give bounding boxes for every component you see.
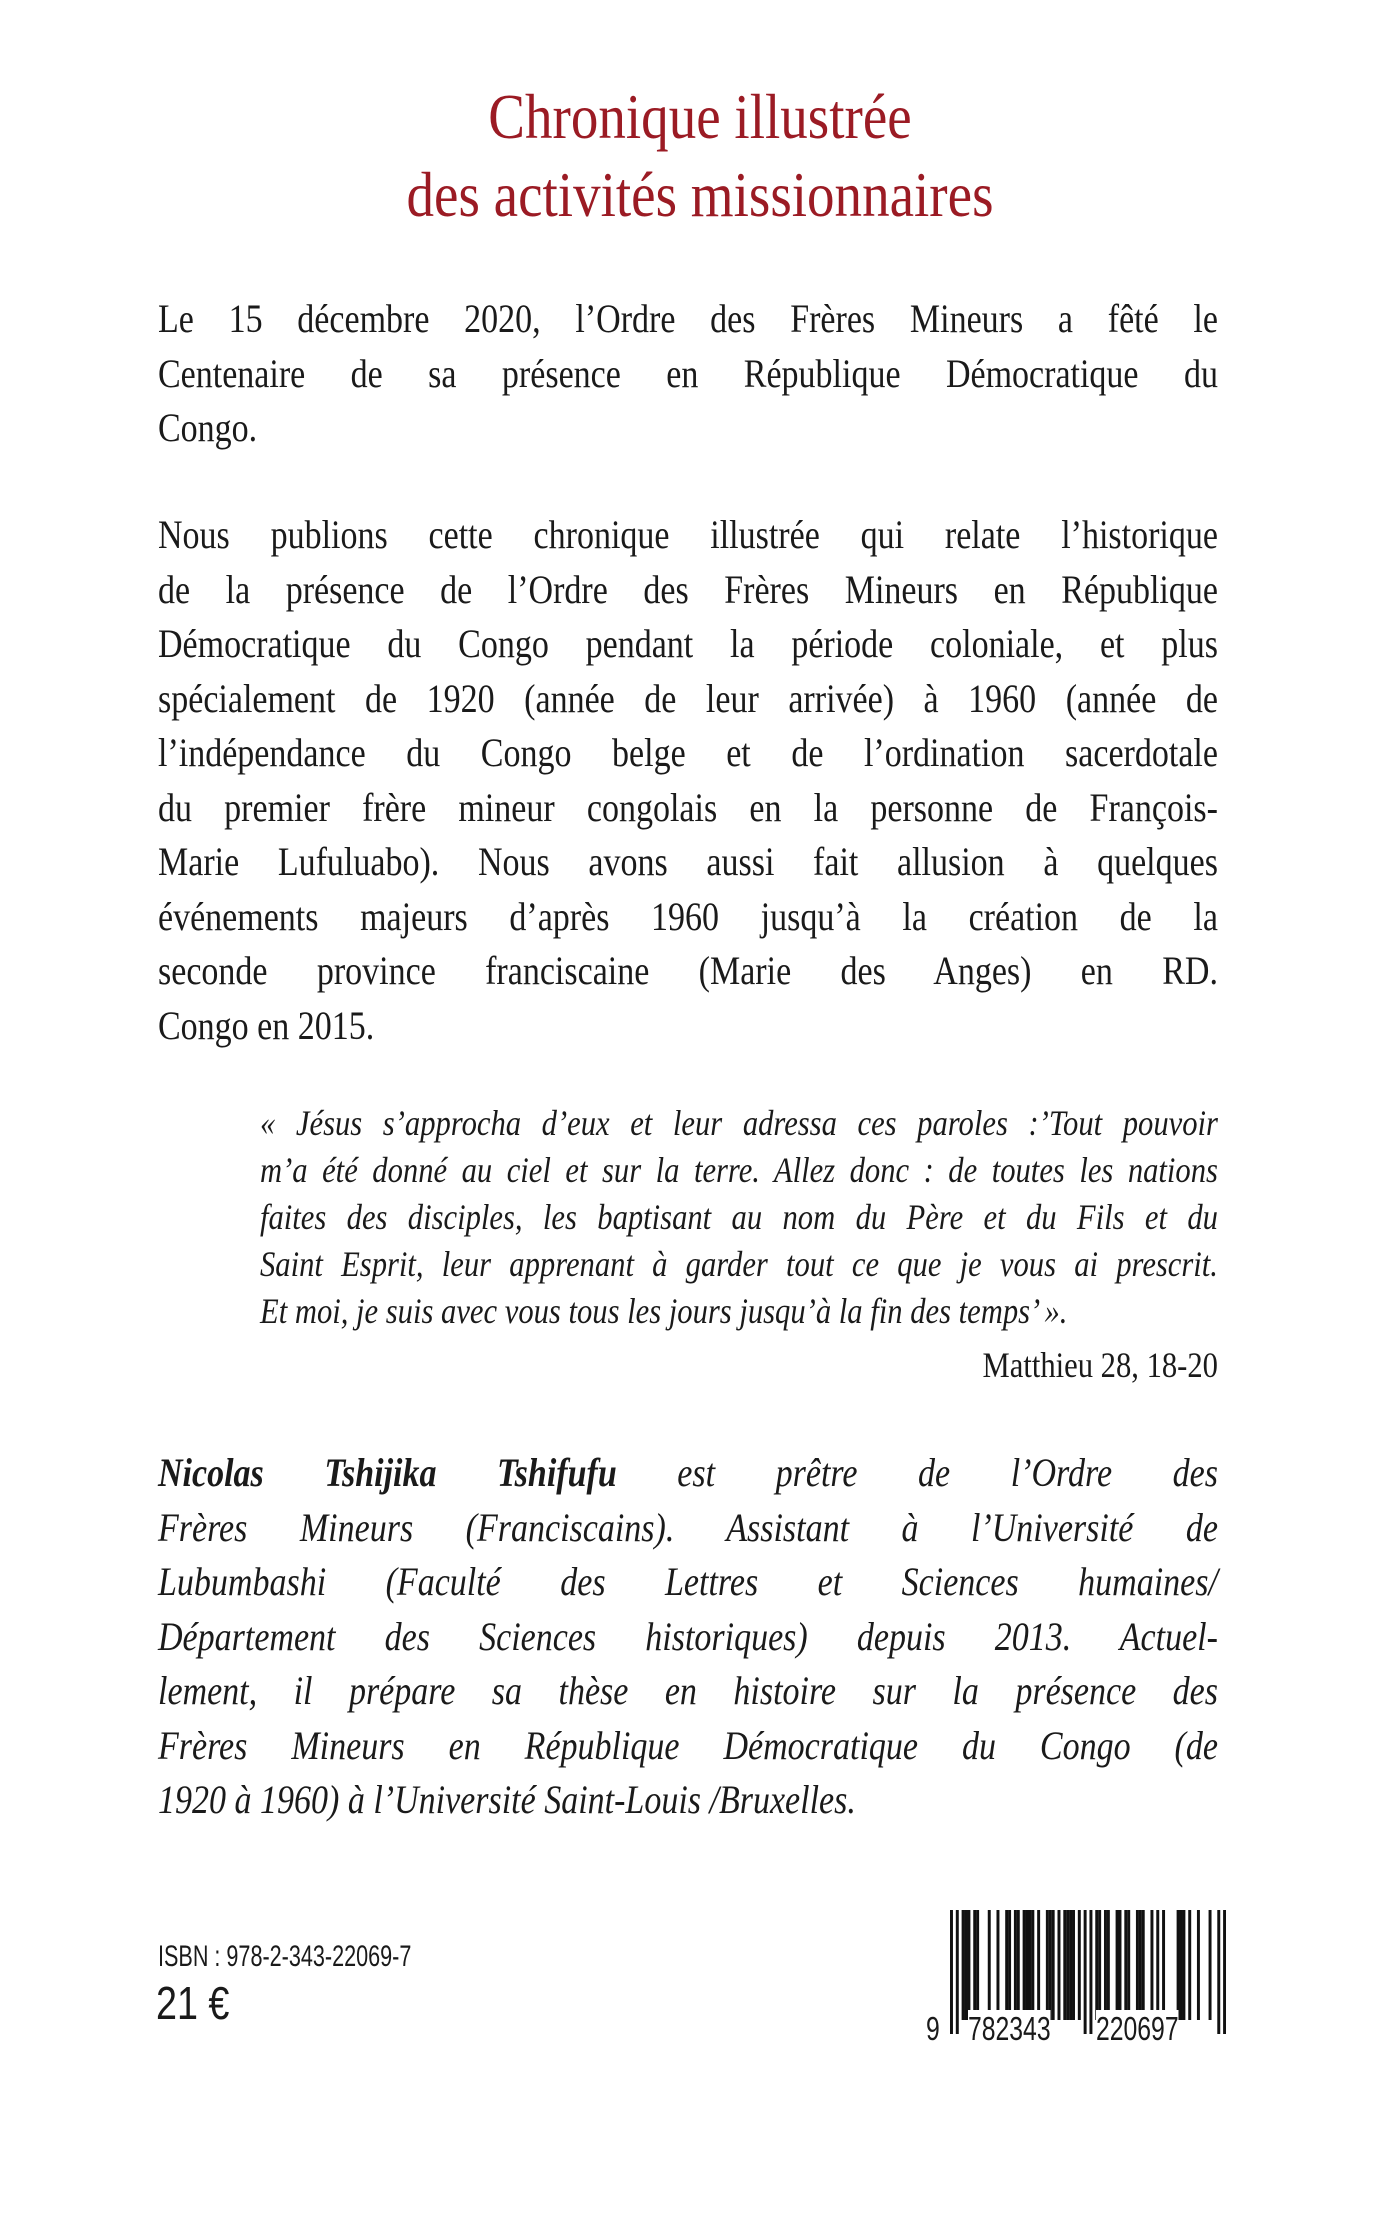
text-line: du premier frère mineur congolais en la personne de François-	[158, 784, 1218, 830]
author-line-rest: est prêtre de l’Ordre des	[677, 1450, 1218, 1495]
text-line: événements majeurs d’après 1960 jusqu’à la création de la	[158, 893, 1218, 939]
barcode-first-digit: 9	[926, 2010, 940, 2047]
barcode-bar	[996, 1910, 999, 2020]
quote-attribution: Matthieu 28, 18-20	[982, 1345, 1218, 1385]
author-line: 1920 à 1960) à l’Université Saint-Louis /Bruxelles.	[158, 1777, 856, 1822]
barcode-bar	[988, 1910, 991, 2020]
author-line: Frères Mineurs (Franciscains). Assistant à l’Université de	[158, 1504, 1218, 1550]
author-line: Frères Mineurs en République Démocratique du Congo (de	[158, 1722, 1218, 1768]
barcode-bar	[962, 1910, 965, 2020]
barcode-bar	[1026, 1910, 1029, 2020]
barcode-bar	[1156, 1910, 1159, 2020]
author-bio	[158, 1446, 1218, 1828]
barcode-bar	[1136, 1910, 1139, 2020]
barcode-bar	[1084, 1910, 1087, 2034]
barcode-bar	[1150, 1910, 1153, 2020]
quote-line: Saint Esprit, leur apprenant à garder tout ce que je vous ai prescrit.	[260, 1244, 1218, 1284]
barcode-bar	[1217, 1910, 1220, 2034]
barcode-bar	[1124, 1910, 1127, 2020]
text-line: Congo en 2015.	[158, 1002, 375, 1048]
text-line: Centenaire de sa présence en République Démocratique du	[158, 350, 1218, 396]
author-line: lement, il prépare sa thèse en histoire sur la présence des	[158, 1668, 1218, 1713]
barcode-bar	[1031, 1910, 1034, 2020]
barcode-bar	[950, 1910, 953, 2034]
barcode-bar	[1078, 1910, 1081, 2020]
text-line: seconde province franciscaine (Marie des Anges) en RD.	[158, 948, 1218, 993]
barcode-bar	[1052, 1910, 1055, 2020]
author-line: Département des Sciences historiques) depuis 2013. Actuel-	[158, 1613, 1218, 1659]
barcode-bar	[976, 1910, 979, 2020]
barcode-bar	[1223, 1910, 1226, 2034]
barcode-bar	[1069, 1910, 1072, 2020]
barcode-left-digits: 782343	[968, 2010, 1051, 2047]
barcode-bar	[1188, 1910, 1191, 2020]
barcode-bar	[1014, 1910, 1017, 2020]
barcode-bar	[1209, 1910, 1212, 2020]
quote-line: m’a été donné au ciel et sur la terre. Allez donc : de toutes les nations	[260, 1150, 1218, 1190]
barcode-bar	[1095, 1910, 1098, 2020]
title-line-1: Chronique illustrée	[488, 81, 912, 152]
text-line: l’indépendance du Congo belge et de l’ordination sacerdotale	[158, 730, 1218, 775]
barcode-bar	[1046, 1910, 1049, 2020]
barcode-bar	[965, 1910, 968, 2020]
barcode-bar	[1142, 1910, 1145, 2020]
barcode-bar	[967, 1910, 970, 2020]
author-line: Lubumbashi (Faculté des Lettres et Sciences humaines/	[158, 1559, 1218, 1604]
isbn: ISBN : 978-2-343-22069-7	[158, 1940, 412, 1973]
barcode-bar	[1177, 1910, 1180, 2020]
barcode-bar	[1072, 1910, 1075, 2020]
text-line: Nous publions cette chronique illustrée qui relate l’historique	[158, 512, 1218, 557]
barcode-bar	[1162, 1910, 1165, 2020]
barcode-bar	[1057, 1910, 1060, 2020]
barcode-bar	[1049, 1910, 1052, 2020]
text-line: Marie Lufuluabo). Nous avons aussi fait allusion à quelques	[158, 839, 1218, 884]
barcode-bar	[1116, 1910, 1119, 2020]
quote-line: « Jésus s’approcha d’eux et leur adressa ces paroles :’Tout pouvoir	[260, 1103, 1218, 1143]
barcode-bar	[956, 1910, 959, 2034]
text-line: Congo.	[158, 405, 258, 450]
text-line: Le 15 décembre 2020, l’Ordre des Frères Mineurs a fêté le	[158, 296, 1218, 341]
barcode-bar	[1104, 1910, 1107, 2020]
barcode-bar	[1119, 1910, 1122, 2020]
barcode-bar	[1063, 1910, 1066, 2020]
text-line: de la présence de l’Ordre des Frères Mineurs en République	[158, 566, 1218, 612]
barcode-bar	[1005, 1910, 1008, 2020]
barcode-bar	[1182, 1910, 1185, 2020]
barcode-bar	[973, 1910, 976, 2020]
barcode-bar	[1017, 1910, 1020, 2020]
author-line	[158, 1446, 1218, 1501]
barcode-bar	[1037, 1910, 1040, 2020]
book-title	[0, 78, 1400, 234]
barcode-bar	[1197, 1910, 1200, 2020]
title-line-2: des activités missionnaires	[406, 159, 994, 230]
text-line: spécialement de 1920 (année de leur arrivée) à 1960 (année de	[158, 675, 1218, 721]
description-paragraph	[158, 508, 1218, 1053]
quote-line: faites des disciples, les baptisant au nom du Père et du Fils et du	[260, 1197, 1218, 1237]
bible-quote	[260, 1100, 1218, 1335]
intro-paragraph	[158, 292, 1218, 456]
barcode-bar	[1089, 1910, 1092, 2034]
price: 21 €	[156, 1977, 230, 2029]
barcode-bar	[1066, 1910, 1069, 2020]
text-line: Démocratique du Congo pendant la période coloniale, et plus	[158, 621, 1218, 666]
quote-line: Et moi, je suis avec vous tous les jours jusqu’à la fin des temps’ ».	[260, 1291, 1068, 1331]
barcode-bar	[1180, 1910, 1183, 2020]
author-name: Nicolas Tshijika Tshifufu	[158, 1450, 617, 1495]
barcode-bar	[1023, 1910, 1026, 2020]
barcode-bar	[1107, 1910, 1110, 2020]
barcode-bar	[1127, 1910, 1130, 2020]
barcode-bar	[1028, 1910, 1031, 2020]
barcode-bar	[1139, 1910, 1142, 2020]
barcode-right-digits: 220697	[1096, 2010, 1179, 2047]
barcode-bar	[1008, 1910, 1011, 2020]
barcode-bar	[1098, 1910, 1101, 2020]
